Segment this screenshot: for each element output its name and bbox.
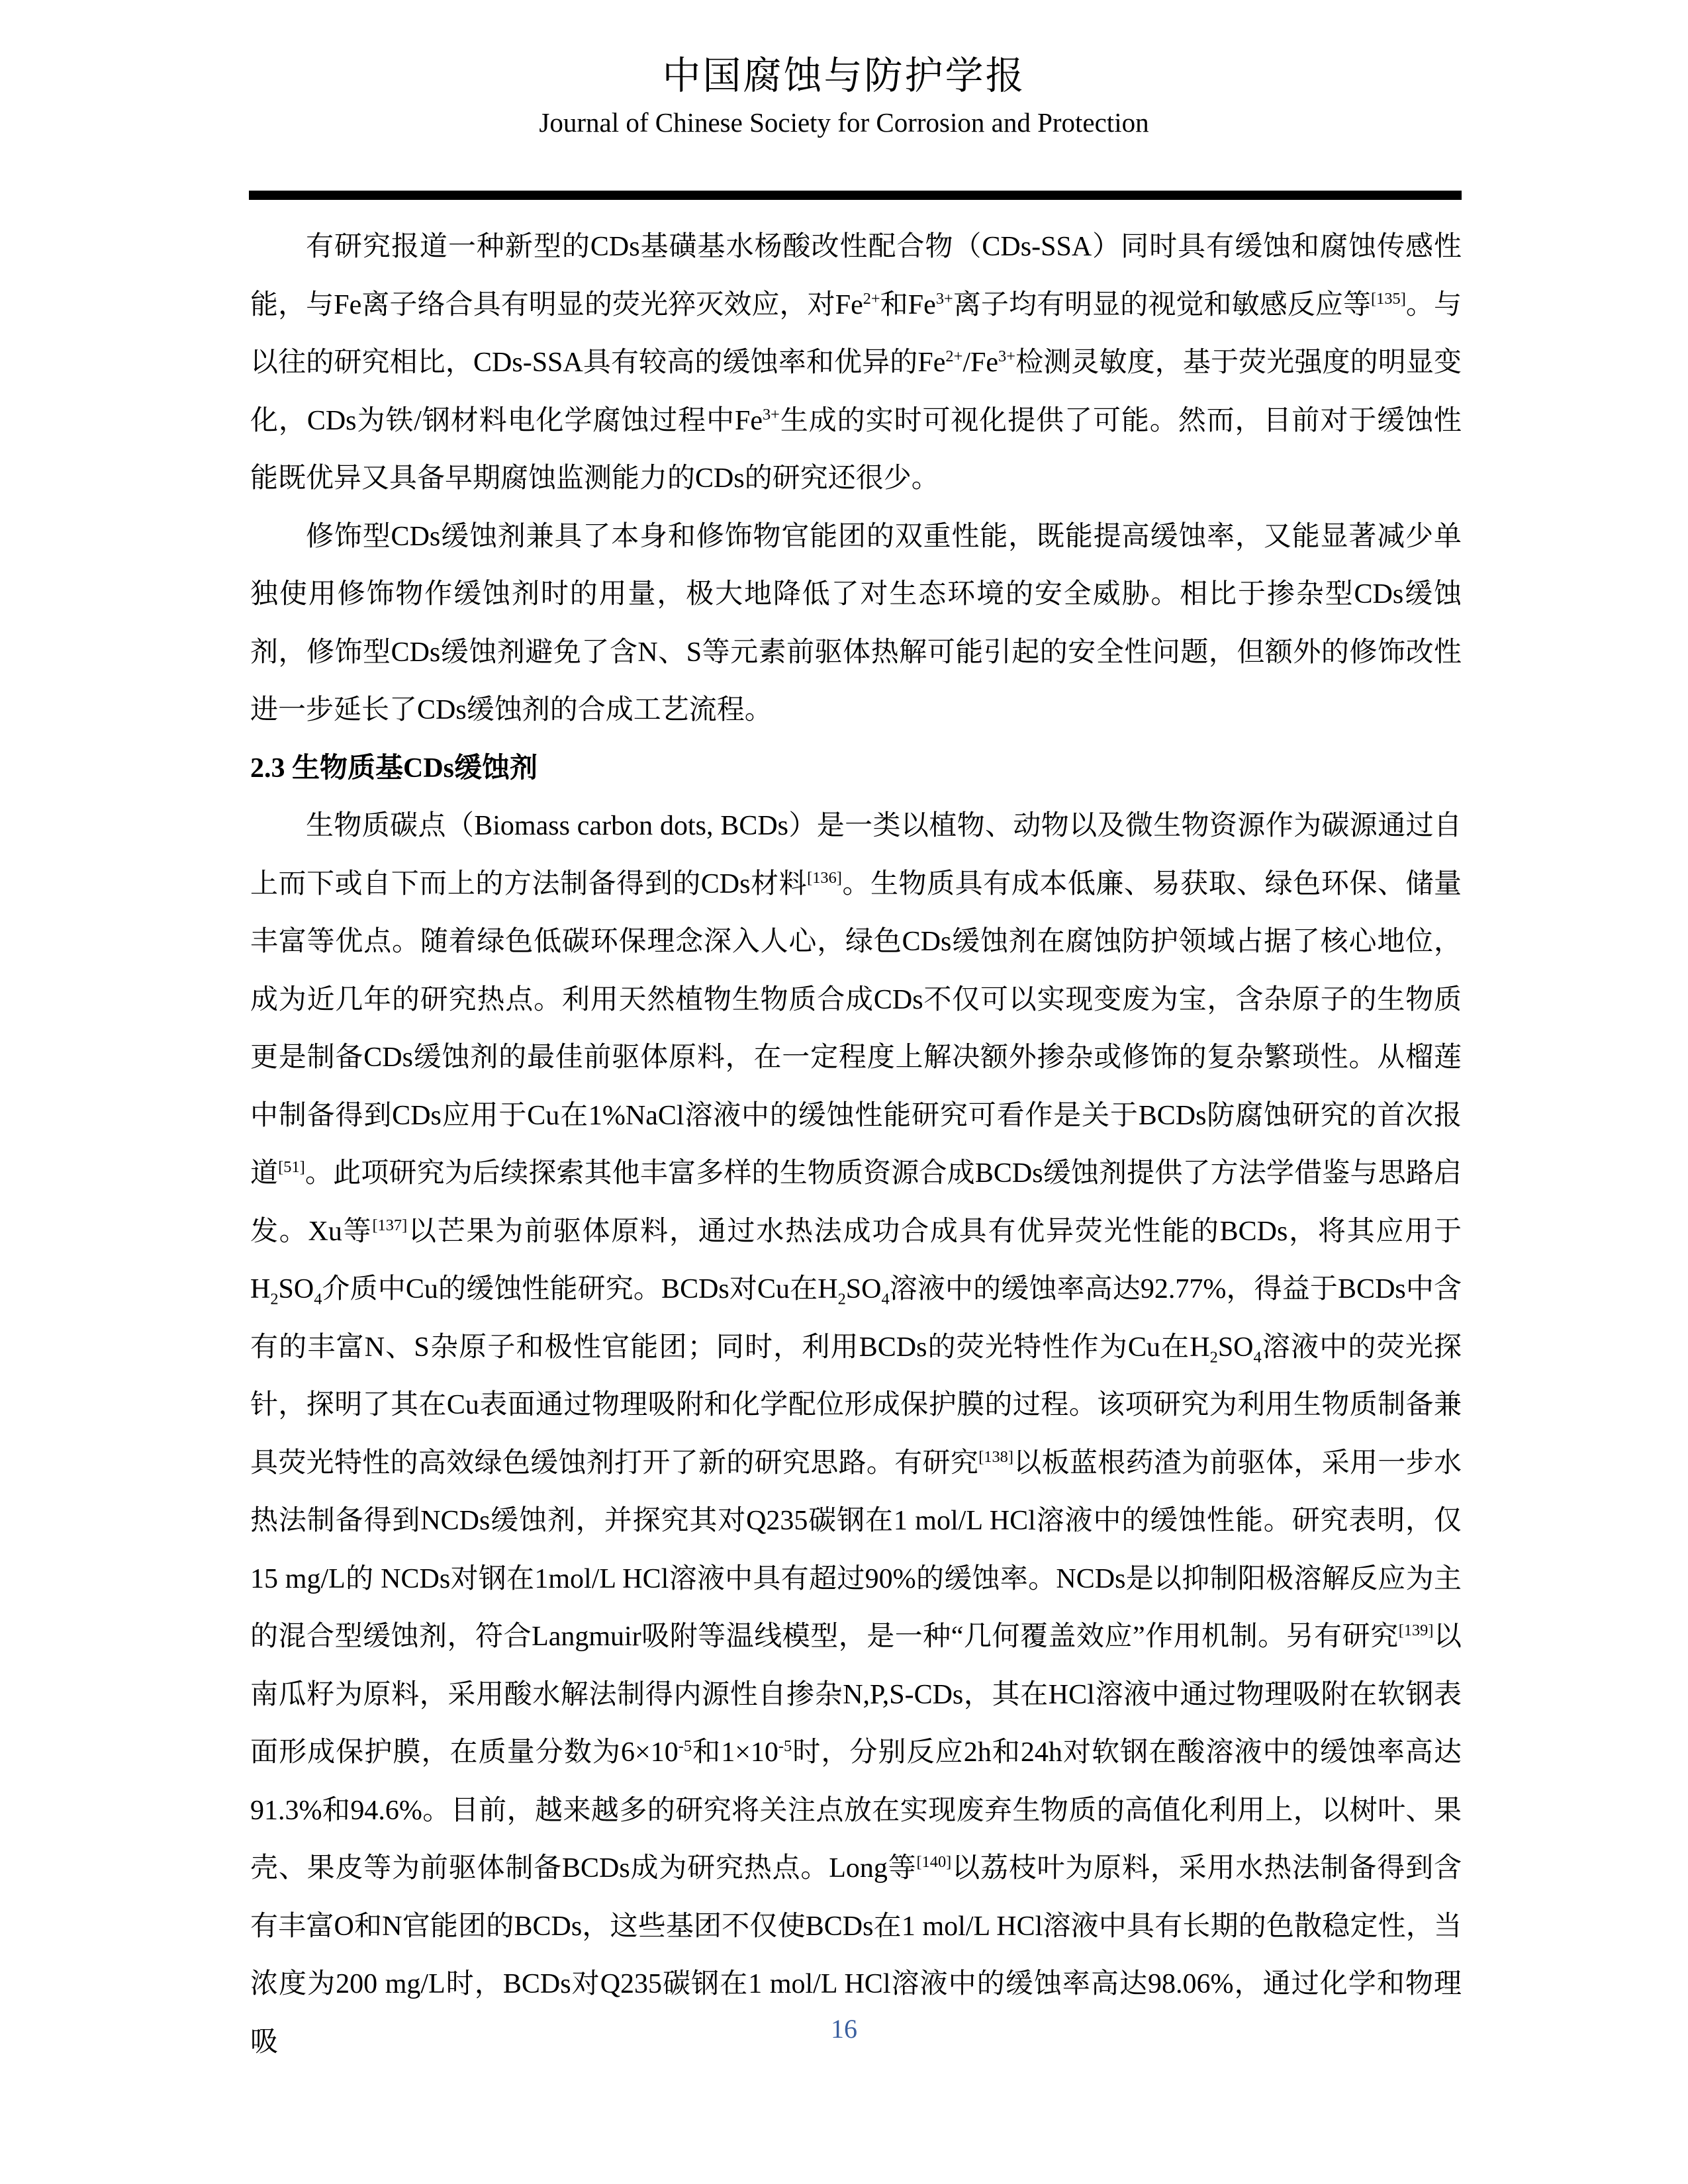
page-header xyxy=(0,52,1688,140)
journal-title-chinese: 中国腐蚀与防护学报 xyxy=(662,54,1026,97)
page-footer xyxy=(0,2013,1688,2044)
header-rule xyxy=(249,191,1462,200)
paragraph-biomass-bcds: 生物质碳点（Biomass carbon dots, BCDs）是一类以植物、动物以及微生物资源作为碳源通过自上而下或自下而上的方法制备得到的CDs材料[136]。生物质具有成本低廉、易获取、绿色环保、储量丰富等优点。随着绿色低碳环保理念深入人心，绿色CDs缓蚀剂在腐蚀防护领域占据了核心地位，成为近几年的研究热点。利用天然植物生物质合成CDs不仅可以实现变废为宝，含杂原子的生物质更是制备CDs缓蚀剂的最佳前驱体原料，在一定程度上解决额外掺杂或修饰的复杂繁琐性。从榴莲中制备得到CDs应用于Cu在1%NaCl溶液中的缓蚀性能研究可看作是关于BCDs防腐蚀研究的首次报道[51]。此项研究为后续探索其他丰富多样的生物质资源合成BCDs缓蚀剂提供了方法学借鉴与思路启发。Xu等[137]以芒果为前驱体原料，通过水热法成功合成具有优异荧光性能的BCDs，将其应用于$H_2SO_4$介质中Cu的缓蚀性能研究。BCDs对Cu在$H_2SO_4$溶液中的缓蚀率高达92.77%，得益于BCDs中含有的丰富N、S杂原子和极性官能团；同时，利用BCDs的荧光特性作为Cu在$H_2SO_4$溶液中的荧光探针，探明了其在Cu表面通过物理吸附和化学配位形成保护膜的过程。该项研究为利用生物质制备兼具荧光特性的高效绿色缓蚀剂打开了新的研究思路。有研究[138]以板蓝根药渣为前驱体，采用一步水热法制备得到NCDs缓蚀剂，并探究其对Q235碳钢在1 mol/L HCl溶液中的缓蚀性能。研究表明，仅15 mg/L的 NCDs对钢在1mol/L HCl溶液中具有超过90%的缓蚀率。NCDs是以抑制阳极溶解反应为主的混合型缓蚀剂，符合Langmuir吸附等温线模型，是一种“几何覆盖效应”作用机制。另有研究[139]以南瓜籽为原料，采用酸水解法制得内源性自掺杂N,P,S-CDs，其在HCl溶液中通过物理吸附在软钢表面形成保护膜，在质量分数为$6\times 10^{-5}$和$1\times 10^{-5}$时，分别反应2h和24h对软钢在酸溶液中的缓蚀率高达91.3%和94.6%。目前，越来越多的研究将关注点放在实现废弃生物质的高值化利用上，以树叶、果壳、果皮等为前驱体制备BCDs成为研究热点。Long等[140]以荔枝叶为原料，采用水热法制备得到含有丰富O和N官能团的BCDs，这些基团不仅使BCDs在1 mol/L HCl溶液中具有长期的色散稳定性，当浓度为200 mg/L时，BCDs对Q235碳钢在1 mol/L HCl溶液中的缓蚀率高达98.06%，通过化学和物理吸 xyxy=(250,811,1462,2058)
journal-title-english: Journal of Chinese Society for Corrosion and Protection xyxy=(539,107,1149,138)
paragraph-cds-ssa: 有研究报道一种新型的CDs基磺基水杨酸改性配合物（CDs-SSA）同时具有缓蚀和腐蚀传感性能，与Fe离子络合具有明显的荧光猝灭效应，对$Fe^{2+}$和$Fe^{3+}$离子均有明显的视觉和敏感反应等[135]。与以往的研究相比，CDs-SSA具有较高的缓蚀率和优异的$Fe^{2+}/Fe^{3+}$检测灵敏度，基于荧光强度的明显变化，CDs为铁/钢材料电化学腐蚀过程中$Fe^{3+}$生成的实时可视化提供了可能。然而，目前对于缓蚀性能既优异又具备早期腐蚀监测能力的CDs的研究还很少。 xyxy=(250,232,1462,494)
section-heading-2-3-biomass-cds: 2.3 生物质基CDs缓蚀剂 xyxy=(250,752,538,784)
page-number: 16 xyxy=(831,2014,857,2044)
article-body xyxy=(250,218,1462,2071)
paragraph-modified-cds: 修饰型CDs缓蚀剂兼具了本身和修饰物官能团的双重性能，既能提高缓蚀率，又能显著减少单独使用修饰物作缓蚀剂时的用量，极大地降低了对生态环境的安全威胁。相比于掺杂型CDs缓蚀剂，修饰型CDs缓蚀剂避免了含N、S等元素前驱体热解可能引起的安全性问题，但额外的修饰改性进一步延长了CDs缓蚀剂的合成工艺流程。 xyxy=(250,521,1462,725)
